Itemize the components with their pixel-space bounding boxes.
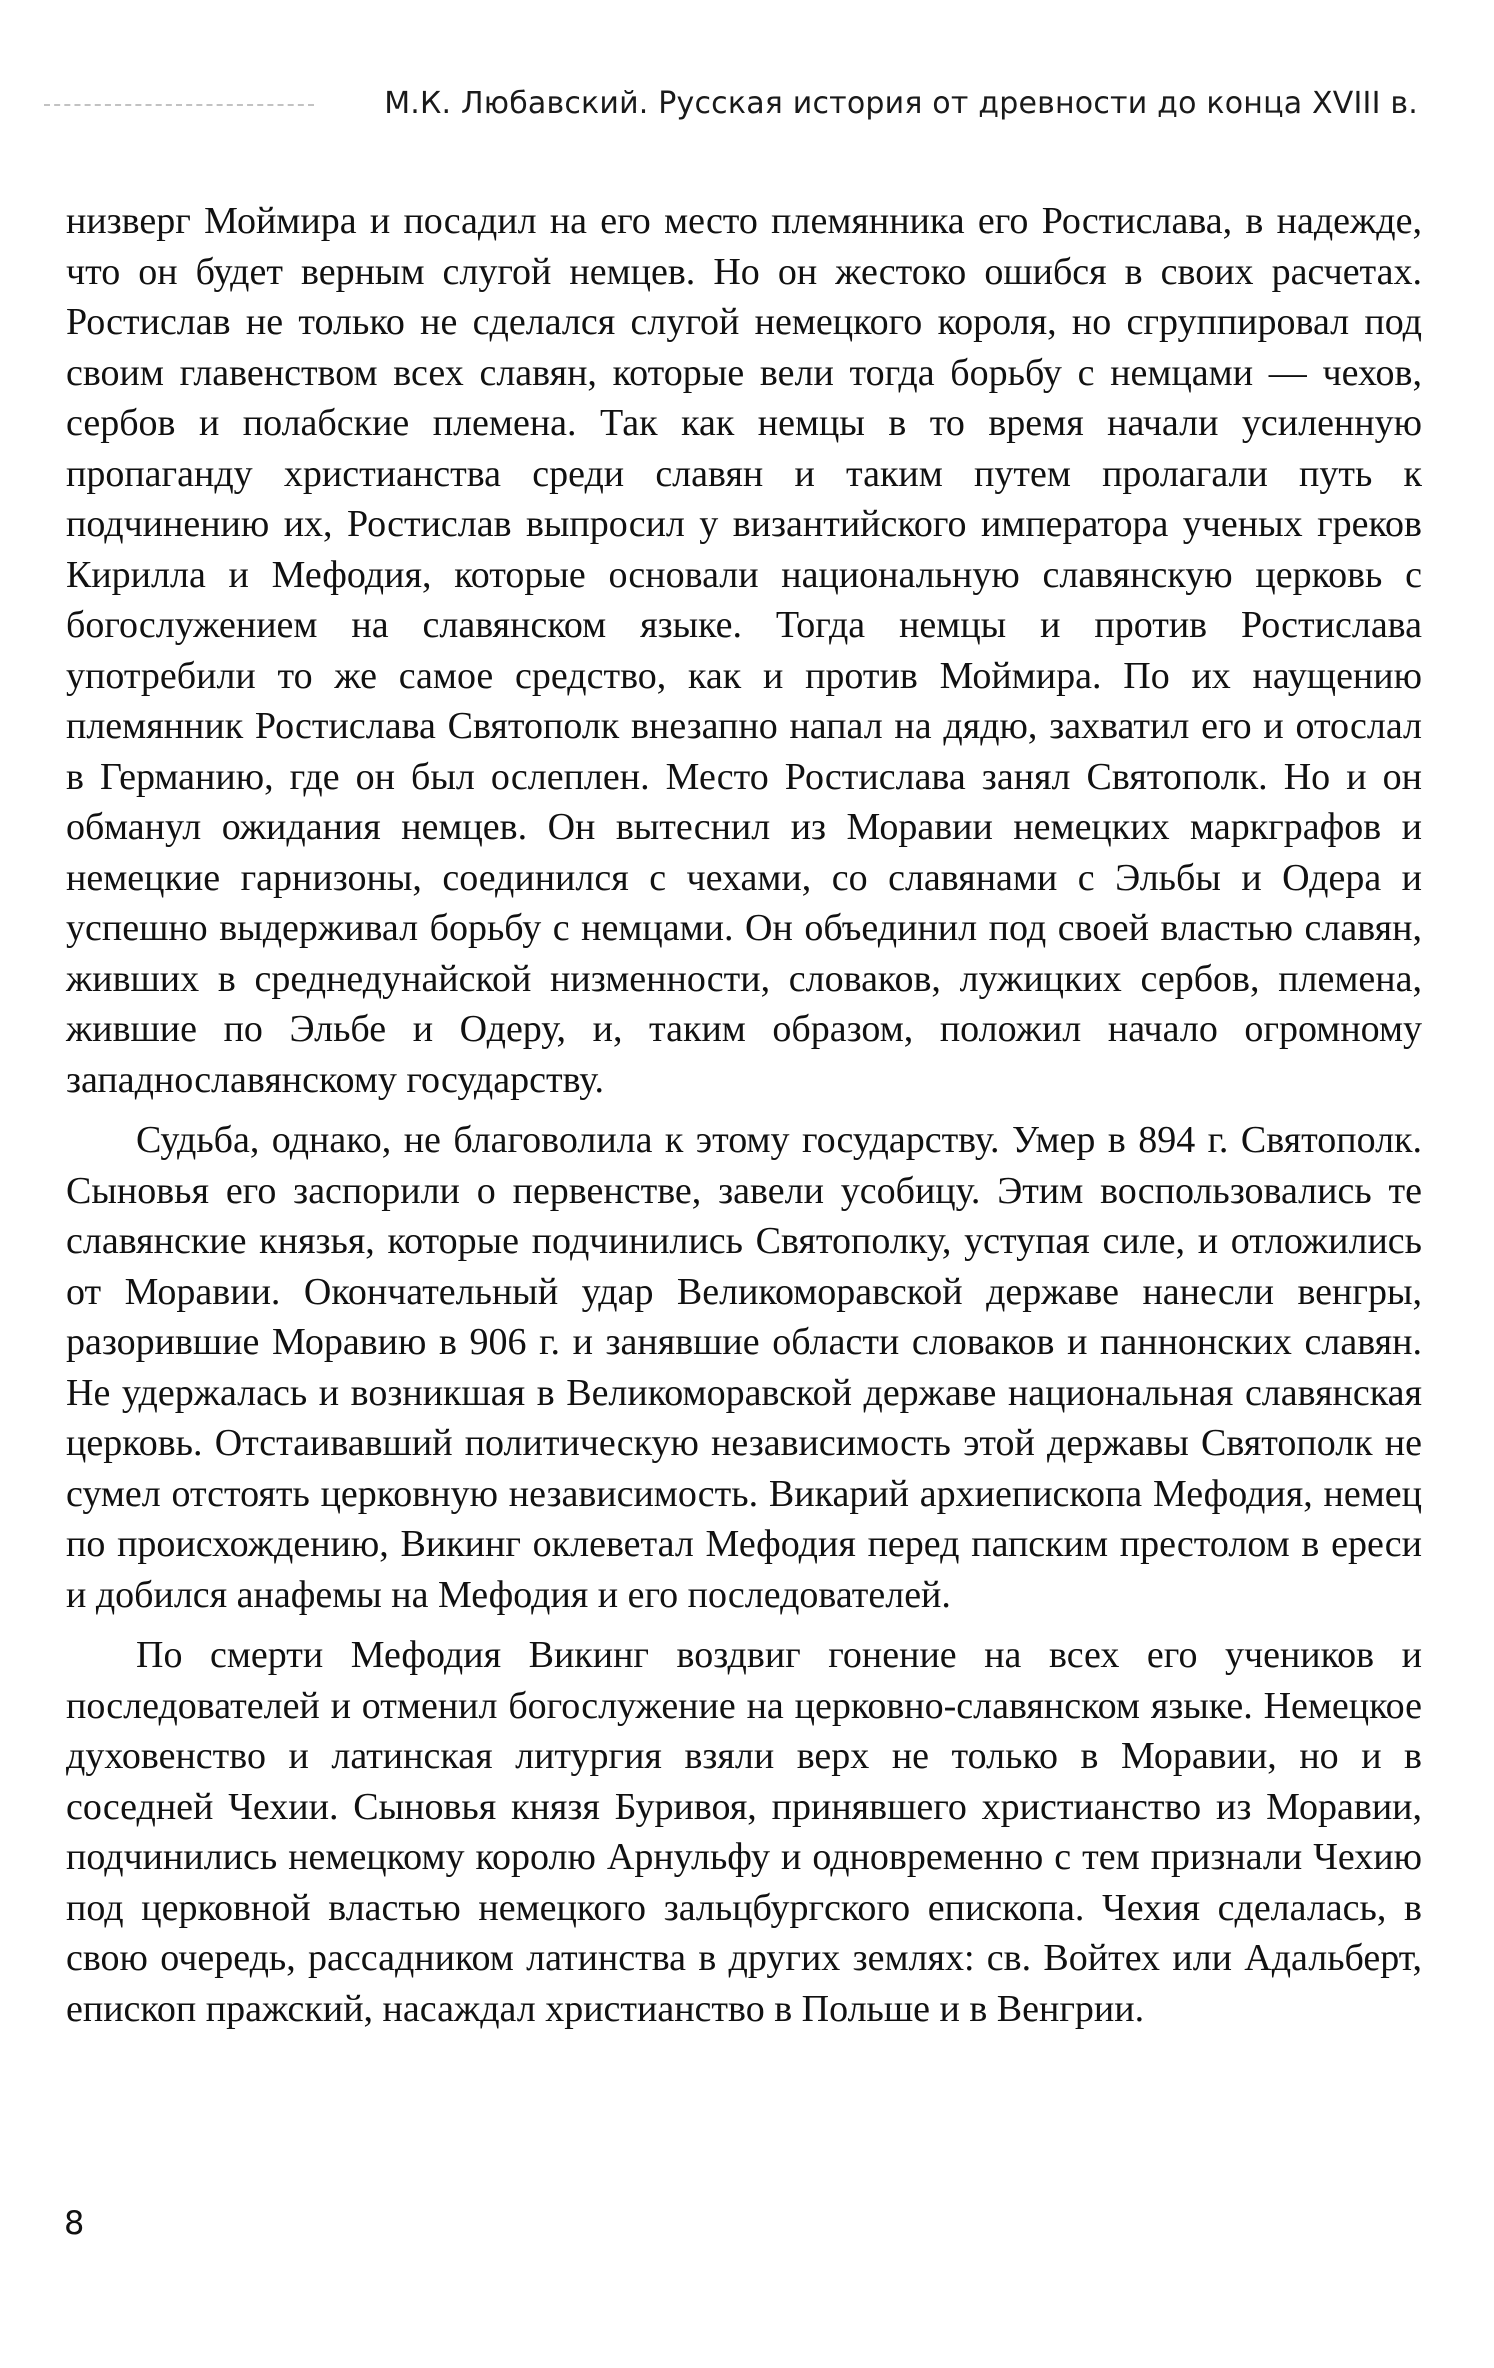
page-number: 8	[64, 2204, 85, 2242]
paragraph-3: По смерти Мефодия Викинг воздвиг гонение на всех его учеников и последователей и отменил богослужение на церковно-славянском языке. Немецкое духовенство и латинская литургия взяли верх не только в Моравии, но и в соседней Чехии. Сыновья князя Буривоя, принявшего христианство из Моравии, подчинились немецкому королю Арнульфу и одновременно с тем признали Чехию под церковной властью немецкого зальцбургского епископа. Чехия сделалась, в свою очередь, рассадником латинства в других землях: св. Войтех или Адальберт, епископ пражский, насаждал христианство в Польше и в Венгрии.	[66, 1634, 1422, 2030]
running-header: М.К. Любавский. Русская история от древности до конца XVIII в.	[384, 86, 1418, 121]
paragraph-2: Судьба, однако, не благоволила к этому государству. Умер в 894 г. Святополк. Сыновья его заспорили о первенстве, завели усобицу. Этим воспользовались те славянские князья, которые подчинились Святополку, уступая силе, и отложились от Моравии. Окончательный удар Великоморавской державе нанесли венгры, разорившие Моравию в 906 г. и занявшие области словаков и паннонских славян. Не удержалась и возникшая в Великоморавской державе национальная славянская церковь. Отстаивавший политическую независимость этой державы Святополк не сумел отстоять церковную независимость. Викарий архиепископа Мефодия, немец по происхождению, Викинг оклеветал Мефодия перед папским престолом в ереси и добился анафемы на Мефодия и его последователей.	[66, 1119, 1422, 1616]
main-text	[66, 196, 1422, 2044]
header-decorative-rule	[44, 104, 314, 106]
paragraph-1: низверг Моймира и посадил на его место племянника его Ростислава, в надежде, что он будет верным слугой немцев. Но он жестоко ошибся в своих расчетах. Ростислав не только не сделался слугой немецкого короля, но сгруппировал под своим главенством всех славян, которые вели тогда борьбу с немцами — чехов, сербов и полабские племена. Так как немцы в то время начали усиленную пропаганду христианства среди славян и таким путем пролагали путь к подчинению их, Ростислав выпросил у византийского императора ученых греков Кирилла и Мефодия, которые основали национальную славянскую церковь с богослужением на славянском языке. Тогда немцы и против Ростислава употребили то же самое средство, как и против Моймира. По их наущению племянник Ростислава Святополк внезапно напал на дядю, захватил его и отослал в Германию, где он был ослеплен. Место Ростислава занял Святополк. Но и он обманул ожидания немцев. Он вытеснил из Моравии немецких маркграфов и немецкие гарнизоны, соединился с чехами, со славянами с Эльбы и Одера и успешно выдерживал борьбу с немцами. Он объединил под своей властью славян, живших в среднедунайской низменности, словаков, лужицких сербов, племена, жившие по Эльбе и Одеру, и, таким образом, положил начало огромному западнославянскому государству.	[66, 200, 1422, 1101]
